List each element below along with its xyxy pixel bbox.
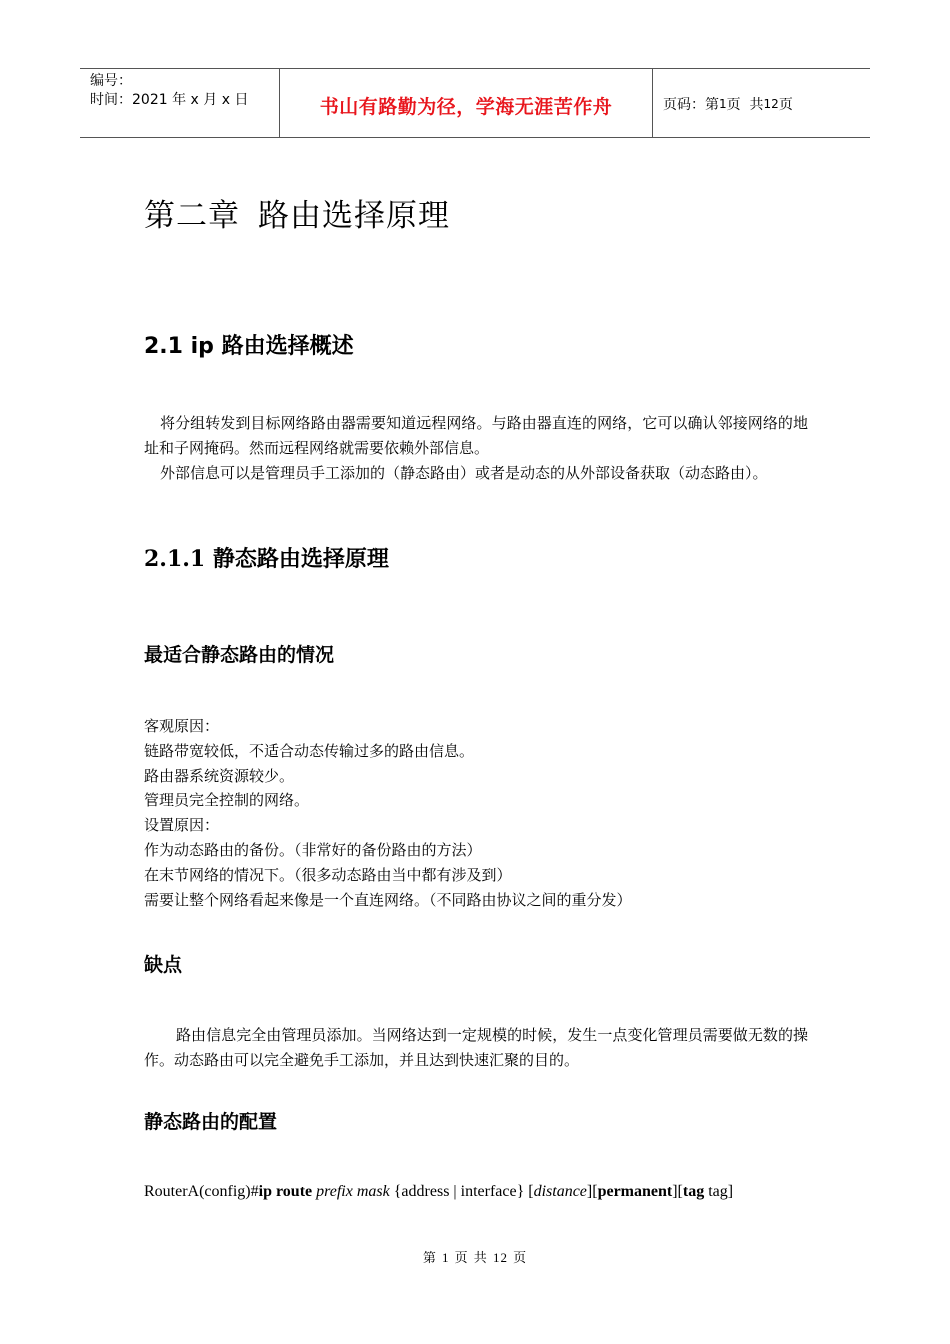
footer-current: 1 <box>442 1250 450 1265</box>
header-page-suffix: 页 <box>778 97 793 113</box>
page-header <box>80 68 870 138</box>
intro-paragraph-2: 外部信息可以是管理员手工添加的（静态路由）或者是动态的从外部设备获取（动态路由）。 <box>160 464 768 482</box>
list-item: 客观原因： <box>144 717 220 735</box>
config-command: RouterA(config)#ip route prefix mask {address | interface} [distance][permanent][tag tag] <box>144 1183 734 1200</box>
list-item: 作为动态路由的备份。（非常好的备份路由的方法） <box>144 840 482 859</box>
drawbacks-paragraph: 路由信息完全由管理员添加。当网络达到一定规模的时候，发生一点变化管理员需要做无数的操作。动态路由可以完全避免手工添加，并且达到快速汇聚的目的。 <box>144 1026 808 1069</box>
section-heading-2-1: 2.1 ip 路由选择概述 <box>144 334 354 359</box>
list-item: 管理员完全控制的网络。 <box>144 791 310 810</box>
list-item: 设置原因： <box>144 816 220 835</box>
header-page-prefix: 页码：第 <box>663 97 719 113</box>
cmd-permanent: permanent <box>597 1183 673 1200</box>
header-time-label: 时间：2021 年 x 月 x 日 <box>90 92 249 108</box>
header-number-label: 编号： <box>90 73 132 89</box>
header-motto: 书山有路勤为径，学海无涯苦作舟 <box>280 69 653 137</box>
cmd-tag-keyword: tag <box>682 1183 705 1200</box>
intro-paragraph-1: 将分组转发到目标网络路由器需要知道远程网络。与路由器直连的网络，它可以确认邻接网络的地址和子网掩码。然而远程网络就需要依赖外部信息。 <box>144 414 808 457</box>
chapter-title <box>144 190 450 235</box>
list-item: 路由器系统资源较少。 <box>144 766 295 785</box>
footer-total: 12 <box>492 1250 508 1265</box>
drawbacks-heading: 缺点 <box>144 954 183 976</box>
header-page-current: 1 <box>719 97 727 111</box>
suitable-heading: 最适合静态路由的情况 <box>144 644 335 666</box>
cmd-mask: mask <box>356 1183 390 1200</box>
section-heading-2-1-1: 2.1.1 静态路由选择原理 <box>144 546 389 572</box>
cmd-address: {address | interface} <box>393 1183 525 1200</box>
cmd-tag-value: tag <box>708 1183 728 1200</box>
chapter-title-text: 路由选择原理 <box>258 198 450 234</box>
footer-suffix: 页 <box>513 1251 528 1266</box>
suitable-list <box>144 714 632 912</box>
chapter-title-number: 第二章 <box>144 198 240 234</box>
header-page-total: 12 <box>763 97 779 111</box>
header-meta <box>80 69 280 137</box>
list-item: 在末节网络的情况下。（很多动态路由当中都有涉及到） <box>144 865 512 884</box>
footer-mid: 页 共 <box>454 1251 488 1266</box>
list-item: 链路带宽较低，不适合动态传输过多的路由信息。 <box>144 741 475 760</box>
cmd-keyword: ip route <box>258 1183 313 1200</box>
page-footer <box>0 1247 950 1266</box>
header-page-mid: 页 共 <box>726 97 764 113</box>
list-item: 需要让整个网络看起来像是一个直连网络。（不同路由协议之间的重分发） <box>144 890 632 909</box>
cmd-prompt: RouterA(config)# <box>144 1183 259 1200</box>
config-heading: 静态路由的配置 <box>144 1111 278 1133</box>
cmd-distance: distance <box>533 1183 587 1200</box>
footer-prefix: 第 <box>422 1251 437 1266</box>
header-page-info <box>653 69 870 137</box>
cmd-prefix: prefix <box>316 1183 353 1200</box>
